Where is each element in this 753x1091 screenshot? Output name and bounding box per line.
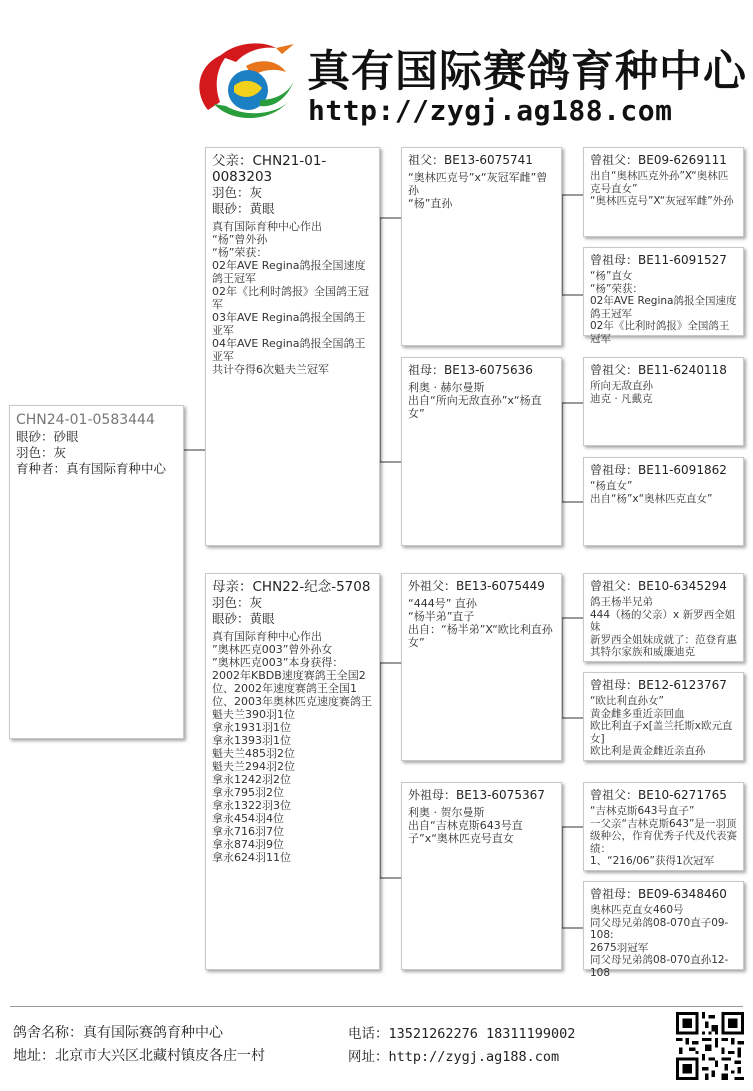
great-grandparent-title: 曾祖父：BE11-6240118 — [590, 363, 727, 377]
great-grandparent-title: 曾祖母：BE11-6091862 — [590, 463, 727, 477]
footer-loft-name: 鸽舍名称：真有国际赛鸽育种中心 — [13, 1025, 223, 1041]
dam-eye: 眼砂：黄眼 — [212, 611, 275, 626]
great-grandparent-notes: “杨”直女 “杨”荣获： 02年AVE Regina鸽报全国速度鸽王冠军 02年《比利时鸽报》全国鸽王冠军 — [590, 270, 737, 345]
great-grandparent-notes: 所向无敌直孙 迪克 · 凡戴克 — [590, 380, 653, 405]
great-grandparent-card — [583, 672, 744, 761]
great-grandparent-title: 曾祖母：BE12-6123767 — [590, 678, 727, 692]
great-grandparent-card — [583, 147, 744, 237]
grandsire-paternal-title: 祖父：BE13-6075741 — [408, 153, 533, 167]
brand-title: 真有国际赛鸽育种中心 — [307, 47, 747, 97]
sire-card — [205, 147, 380, 546]
great-grandparent-title: 曾祖父：BE10-6345294 — [590, 579, 727, 593]
granddam-paternal-card — [401, 357, 562, 546]
dam-notes: 真有国际育种中心作出 ”奥林匹克003”曾外孙女 ”奥林匹克003”本身获得： 2002年KBDB速度赛鸽王全国2位、2002年速度赛鸽王全国1位、2003年奥林匹克速度赛鸽王 魁夫兰390羽1位 拿永1931羽1位 拿永1393羽1位 魁夫兰485羽2位 魁夫兰294羽2位 拿永1242羽2位 拿永795羽2位 拿永1322羽3位 拿永454羽4位 拿永716羽7位 拿永874羽9位 拿永624羽11位 — [212, 630, 372, 864]
great-grandparent-card — [583, 357, 744, 446]
subject-eye: 眼砂：砂眼 — [16, 429, 79, 444]
footer-address: 地址：北京市大兴区北藏村镇皮各庄一村 — [13, 1048, 265, 1064]
great-grandparent-card — [583, 573, 744, 662]
brand-url[interactable]: http://zygj.ag188.com — [308, 94, 673, 127]
footer-phone: 电话：13521262276 18311199002 — [348, 1026, 576, 1042]
subject-ring-number: CHN24-01-0583444 — [16, 412, 155, 428]
footer-divider — [10, 1006, 743, 1007]
grandsire-maternal-title: 外祖父：BE13-6075449 — [408, 579, 545, 593]
grandsire-maternal-card — [401, 573, 562, 761]
subject-color: 羽色：灰 — [16, 445, 67, 460]
grandsire-maternal-notes: “444号” 直孙 “杨半弟”直子 出自：“杨半弟”X“欧比利直孙女” — [408, 597, 553, 649]
sire-color: 羽色：灰 — [212, 185, 263, 200]
great-grandparent-notes: 奥林匹克直女460号 同父母兄弟鸽08-070直子09-108: 2675羽冠军 同父母兄弟鸽08-070直孙12-108 — [590, 904, 729, 979]
great-grandparent-title: 曾祖母：BE11-6091527 — [590, 253, 727, 267]
great-grandparent-card — [583, 782, 744, 871]
granddam-paternal-notes: 利奥 · 赫尔曼斯 出自“所向无敌直孙”x“杨直女” — [408, 381, 542, 420]
granddam-maternal-title: 外祖母：BE13-6075367 — [408, 788, 545, 802]
grandsire-paternal-notes: “奥林匹克号”x“灰冠军雌”曾孙 “杨”直孙 — [408, 171, 548, 210]
subject-breeder: 育种者：真有国际育种中心 — [16, 461, 167, 476]
sire-eye: 眼砂：黄眼 — [212, 201, 275, 216]
great-grandparent-title: 曾祖父：BE09-6269111 — [590, 153, 727, 167]
sire-title: 父亲：CHN21-01-0083203 — [212, 153, 327, 185]
great-grandparent-notes: “欧比利直孙女” 黄金雌多重近亲回血 欧比利直子x[盖兰托斯x欧元直女] 欧比利是黄金雌近亲直孙 — [590, 695, 733, 757]
qr-code-icon — [676, 1012, 744, 1080]
great-grandparent-title: 曾祖母：BE09-6348460 — [590, 887, 727, 901]
great-grandparent-notes: “杨直女” 出自“杨”x“奥林匹克直女” — [590, 480, 713, 505]
grandsire-paternal-card — [401, 147, 562, 346]
dam-color: 羽色：灰 — [212, 595, 263, 610]
dam-title: 母亲：CHN22-纪念-5708 — [212, 579, 371, 595]
great-grandparent-card — [583, 457, 744, 546]
granddam-maternal-notes: 利奥 · 贺尔曼斯 出自“吉林克斯643号直子”x“奥林匹克号直女 — [408, 806, 523, 845]
great-grandparent-notes: 出自“奥林匹克外孙”X“奥林匹克号直女” “奥林匹克号”X“灰冠军雌”外孙 — [590, 170, 734, 207]
subject-card — [9, 405, 184, 739]
footer-website[interactable]: 网址：http://zygj.ag188.com — [348, 1049, 560, 1065]
dam-card — [205, 573, 380, 970]
great-grandparent-notes: 鸽王杨半兄弟 444（杨的父亲）x 新罗西全姐妹 新罗西全姐妹成就了：范登育惠其特尔家族和威廉迪克 — [590, 596, 737, 658]
great-grandparent-notes: “吉林克斯643号直子” 一父亲“吉林克斯643”是一羽顶级种公，作育优秀子代及代表赛绩： 1、“216/06”获得1次冠军 — [590, 805, 737, 867]
great-grandparent-title: 曾祖父：BE10-6271765 — [590, 788, 727, 802]
great-grandparent-card — [583, 881, 744, 979]
logo-icon — [190, 40, 300, 125]
granddam-paternal-title: 祖母：BE13-6075636 — [408, 363, 533, 377]
sire-notes: 真有国际育种中心作出 “杨”曾外孙 “杨”荣获： 02年AVE Regina鸽报全国速度鸽王冠军 02年《比利时鸽报》全国鸽王冠军 03年AVE Regina鸽报全国鸽王亚军 04年AVE Regina鸽报全国鸽王亚军 共计夺得6次魁夫兰冠军 — [212, 220, 369, 376]
great-grandparent-card — [583, 247, 744, 345]
granddam-maternal-card — [401, 782, 562, 970]
